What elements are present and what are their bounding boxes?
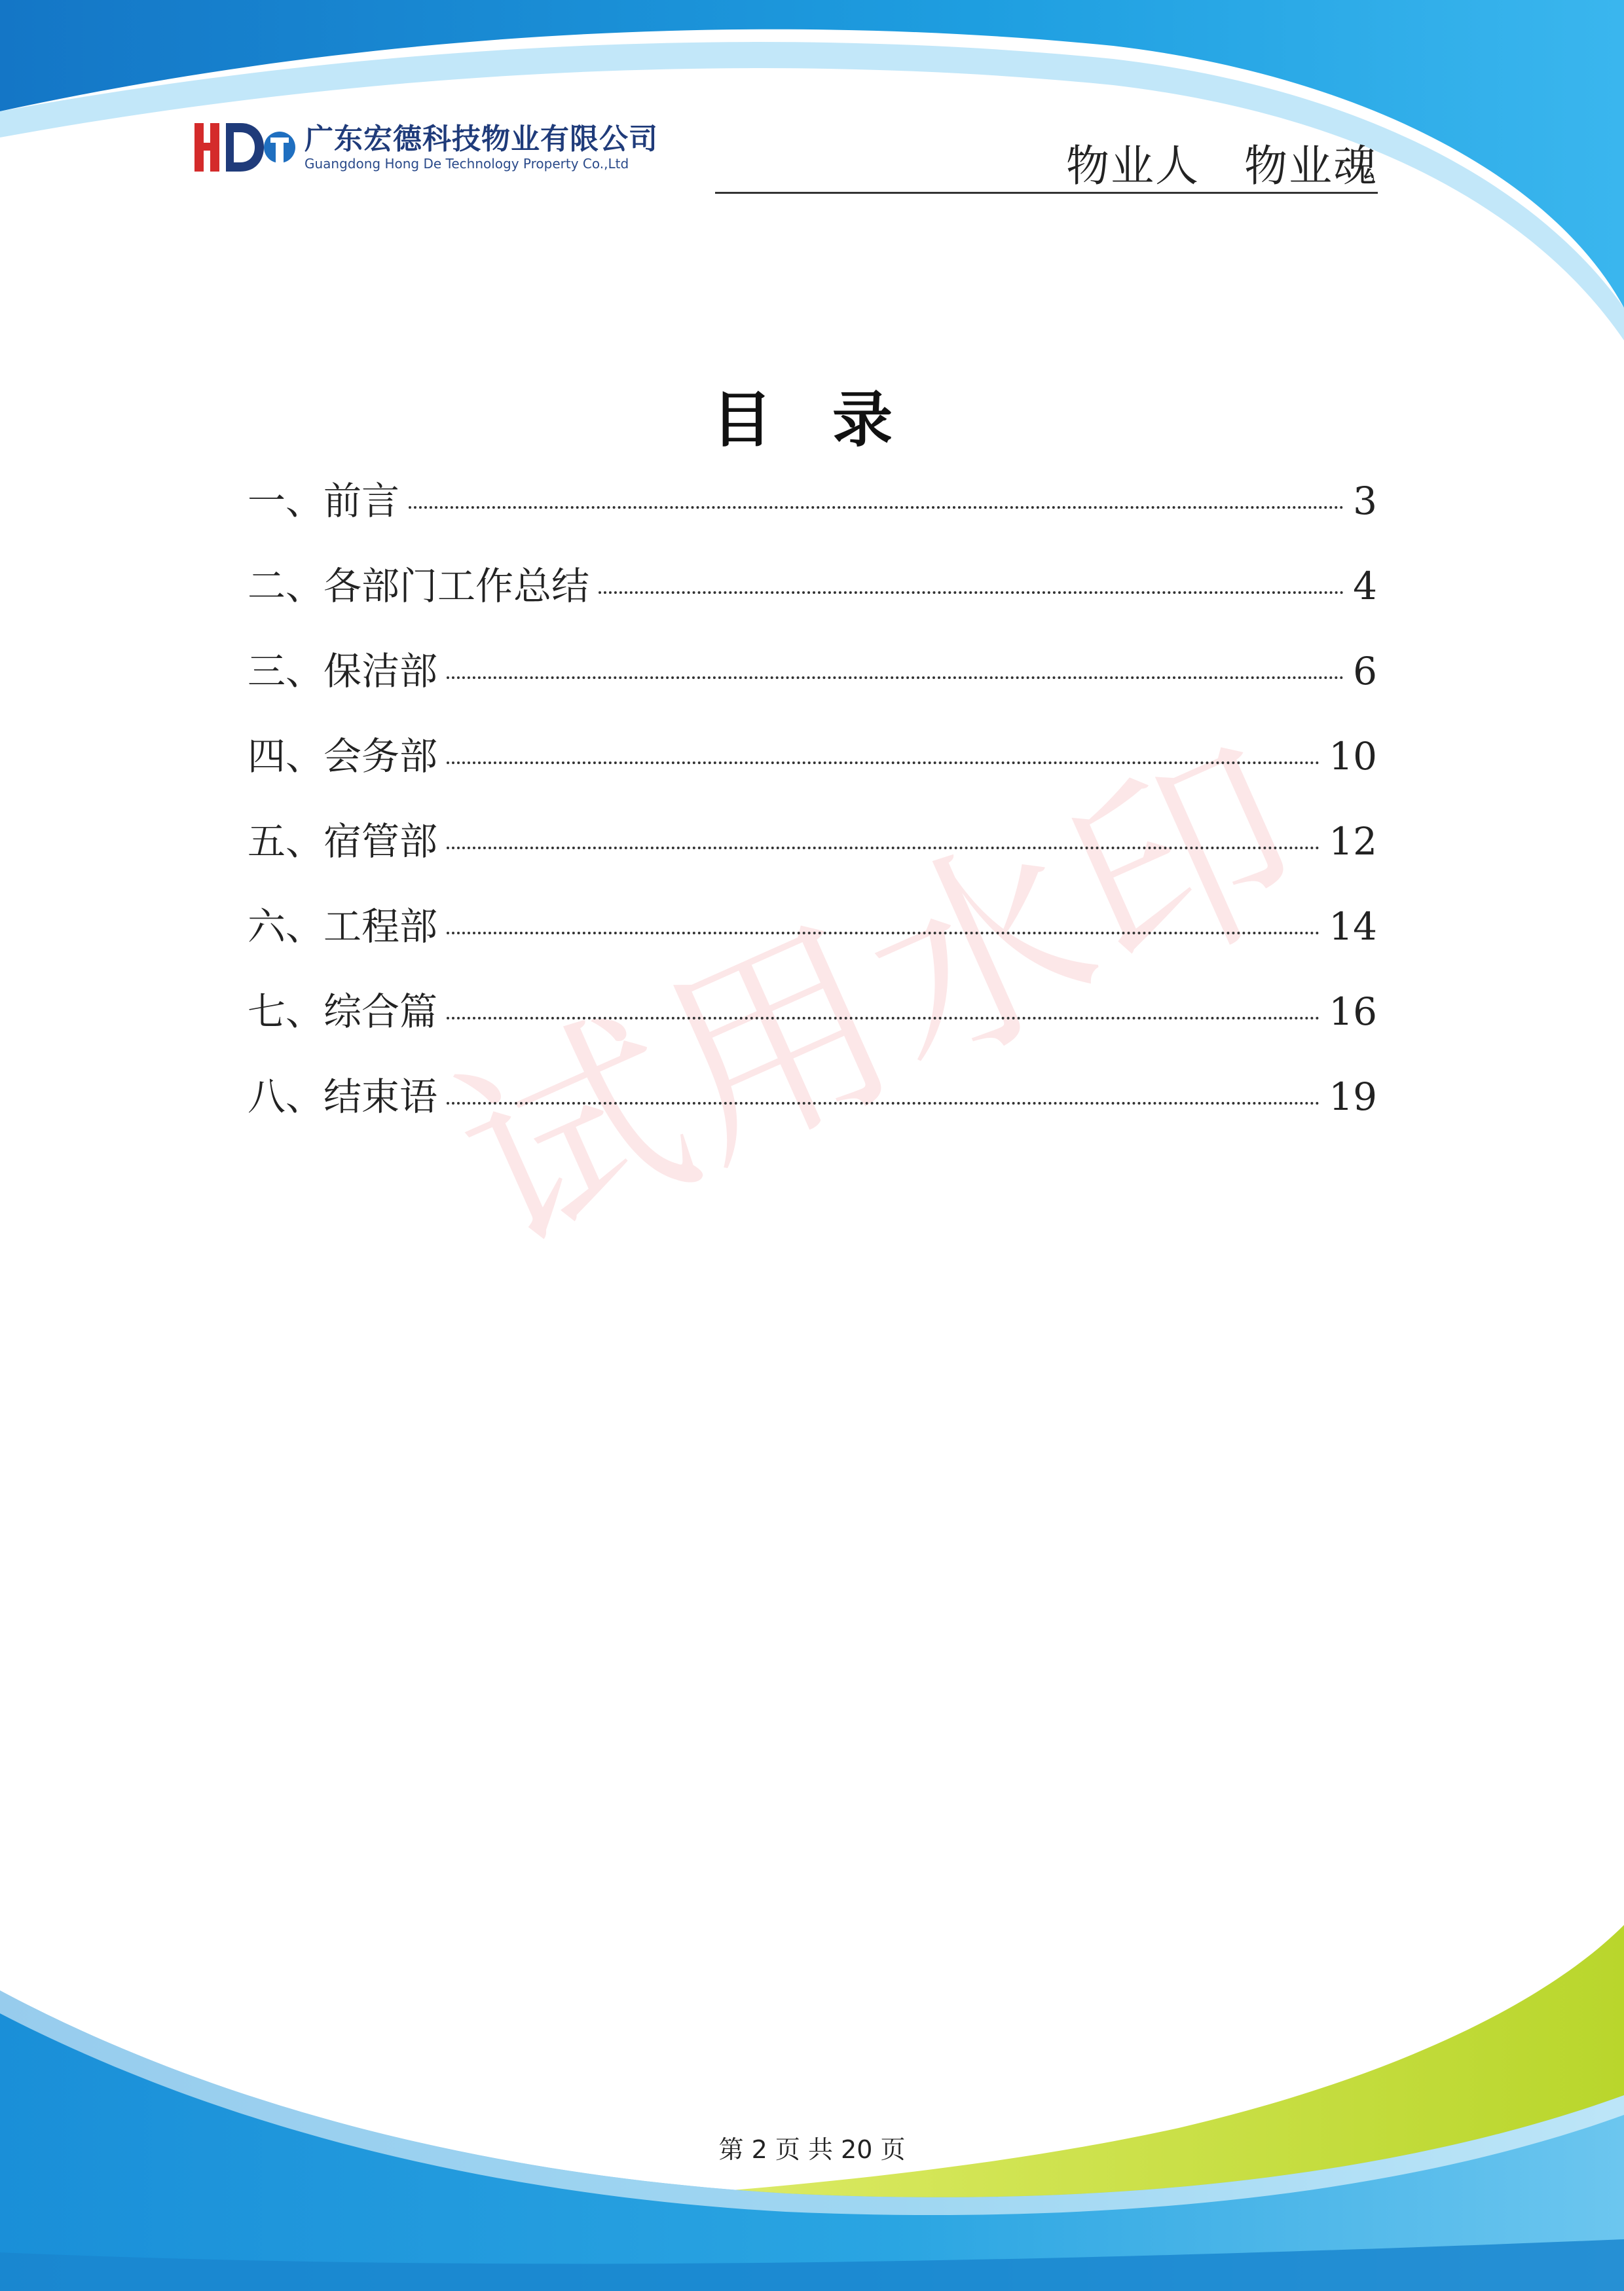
toc-entry-page: 10: [1329, 734, 1377, 779]
toc-entry[interactable]: [248, 640, 1377, 725]
header-slogan: 物业人 物业魂: [1066, 141, 1378, 191]
page-number-footer: 第 2 页 共 20 页: [718, 2135, 906, 2164]
company-name-english: Guangdong Hong De Technology Property Co.,Ltd: [304, 156, 629, 172]
toc-entry[interactable]: [248, 811, 1377, 896]
toc-entry-page: 16: [1329, 989, 1377, 1034]
toc-entry-page: 19: [1329, 1074, 1377, 1119]
trial-watermark: 试用水印: [425, 703, 1342, 1295]
toc-entry-page: 14: [1329, 904, 1377, 949]
toc-entry[interactable]: [248, 981, 1377, 1066]
toc-entry[interactable]: [248, 725, 1377, 811]
toc-entry-page: 12: [1329, 819, 1377, 864]
hd-logo-mark-icon: [193, 111, 298, 183]
toc-entry[interactable]: [248, 555, 1377, 640]
toc-entry-label: 六、工程部: [248, 904, 438, 949]
toc-dot-leader: [447, 1102, 1320, 1105]
toc-dot-leader: [447, 676, 1344, 679]
company-logo: [193, 111, 658, 183]
toc-dot-leader: [447, 932, 1320, 934]
page-title: 目 录: [711, 385, 913, 455]
toc-entry[interactable]: [248, 1066, 1377, 1151]
toc-entry-page: 3: [1353, 479, 1377, 523]
toc-entry-label: 二、各部门工作总结: [248, 564, 590, 608]
header-divider: [715, 192, 1378, 194]
toc-entry-label: 八、结束语: [248, 1074, 438, 1119]
toc-entry[interactable]: [248, 896, 1377, 981]
toc-dot-leader: [447, 1017, 1320, 1019]
toc-entry-page: 4: [1353, 564, 1377, 608]
toc-entry-label: 一、前言: [248, 479, 400, 523]
toc-entry-label: 三、保洁部: [248, 649, 438, 693]
table-of-contents: [248, 470, 1377, 1151]
toc-dot-leader: [447, 761, 1320, 764]
toc-entry-label: 五、宿管部: [248, 819, 438, 864]
toc-entry-label: 七、综合篇: [248, 989, 438, 1034]
toc-entry-label: 四、会务部: [248, 734, 438, 779]
toc-dot-leader: [447, 847, 1320, 849]
toc-entry[interactable]: [248, 470, 1377, 555]
toc-dot-leader: [599, 591, 1344, 594]
toc-entry-page: 6: [1353, 649, 1377, 693]
toc-dot-leader: [409, 506, 1344, 509]
company-name: 广东宏德科技物业有限公司: [304, 122, 658, 156]
